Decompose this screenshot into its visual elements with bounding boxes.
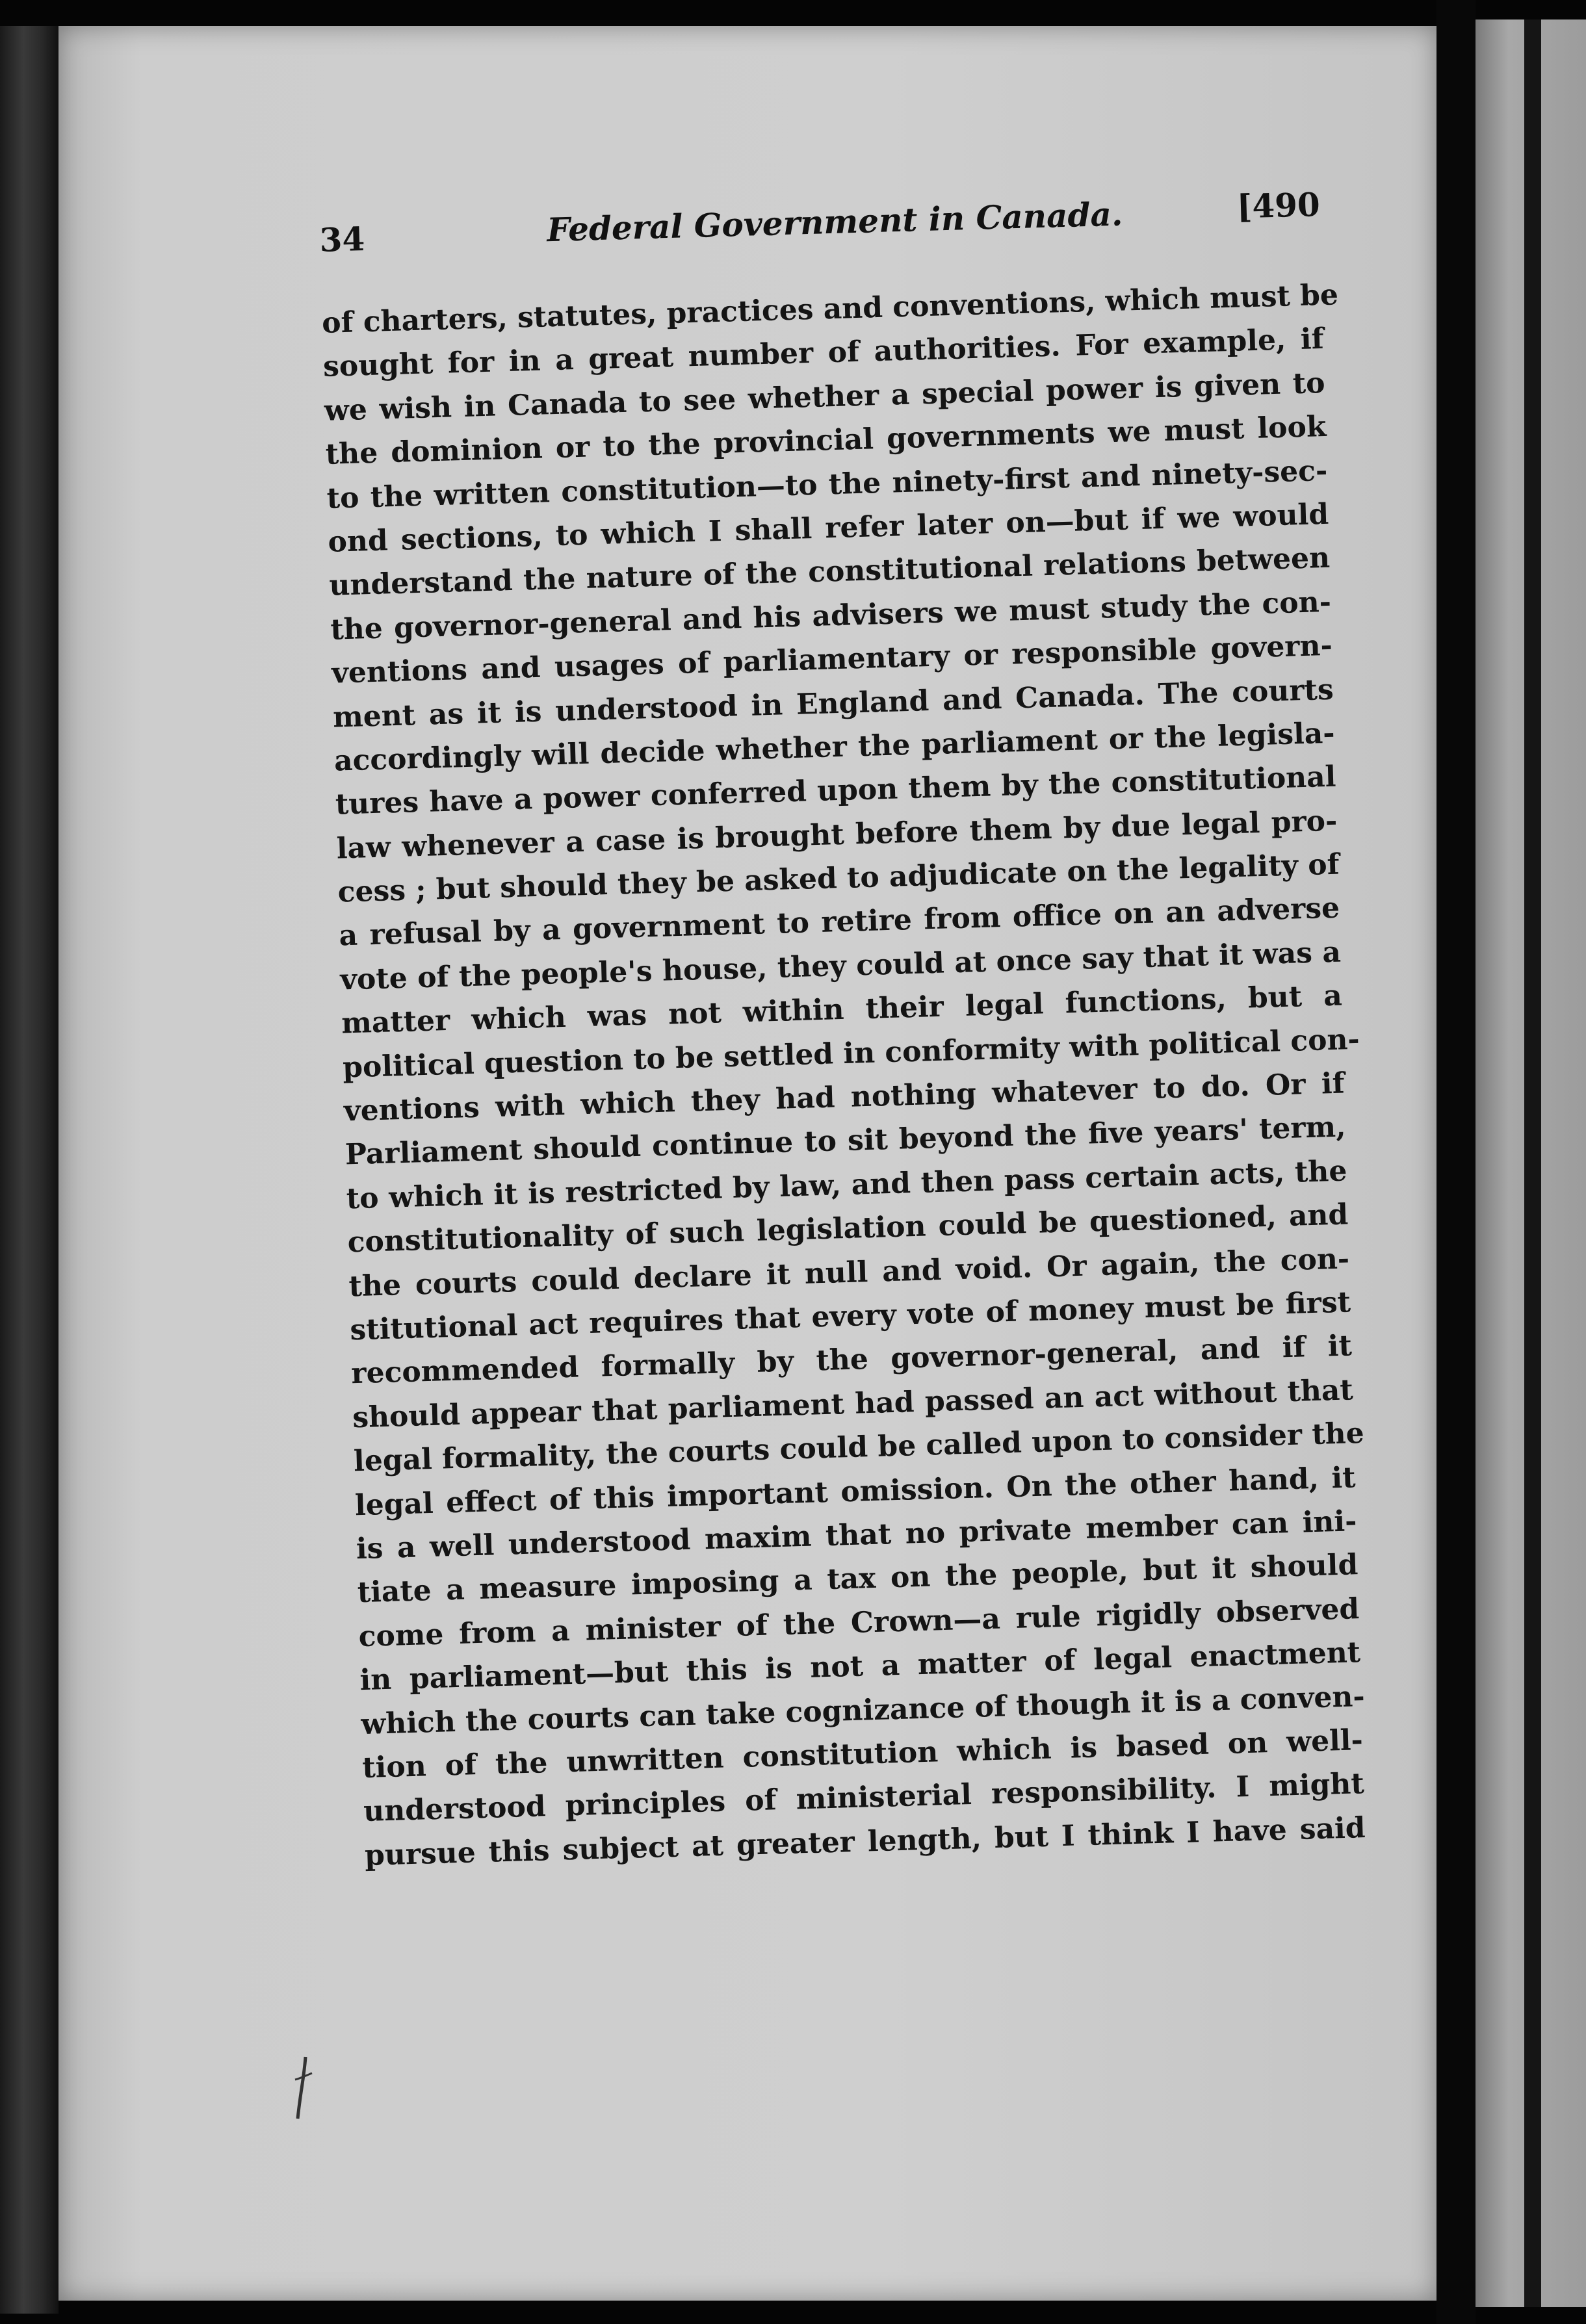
- text-line: stitutional act requires that every vote of money must be first: [349, 1285, 1351, 1347]
- text-line: legal effect of this important omission. On the other hand, it: [354, 1460, 1357, 1522]
- text-line: political question to be settled in conformity with political con-: [342, 1022, 1360, 1085]
- stray-ink-mark: [286, 2054, 325, 2125]
- text-line: a refusal by a government to retire from office on an adverse: [338, 892, 1340, 953]
- text-line: legal formality, the courts could be called upon to consider the: [353, 1416, 1365, 1478]
- folio-number: [490: [1236, 185, 1321, 226]
- text-line: to the written constitution—to the ninety-first and ninety-sec-: [326, 454, 1328, 515]
- text-line: tiate a measure imposing a tax on the people, but it should: [357, 1548, 1358, 1610]
- text-line: should appear that parliament had passed an act without that: [352, 1373, 1354, 1435]
- text-line: pursue this subject at greater length, but I think I have said: [364, 1811, 1366, 1872]
- text-line: the governor-general and his advisers we must study the con-: [330, 585, 1332, 647]
- text-line: which the courts can take cognizance of though it is a conven-: [360, 1679, 1366, 1741]
- text-line: vote of the people's house, they could at once say that it was a: [339, 935, 1342, 997]
- text-line: matter which was not within their legal functions, but a: [341, 979, 1343, 1040]
- book-binding-edge: [0, 26, 58, 2314]
- text-line: ond sections, to which I shall refer later on—but if we would: [327, 497, 1329, 559]
- text-line: constitutionality of such legislation could be questioned, and: [347, 1198, 1349, 1259]
- page-number: 34: [318, 220, 366, 259]
- text-line: we wish in Canada to see whether a special power is given to: [324, 366, 1326, 428]
- text-line: Parliament should continue to sit beyond the five years' term,: [344, 1110, 1347, 1172]
- text-line: in parliament—but this is not a matter of legal enactment: [359, 1636, 1361, 1698]
- text-line: tion of the unwritten constitution which is based on well-: [361, 1723, 1364, 1785]
- text-line: ment as it is understood in England and Canada. The courts: [332, 673, 1334, 734]
- text-line: recommended formally by the governor-general, and if it: [350, 1329, 1353, 1391]
- text-line: the dominion or to the provincial governments we must look: [325, 410, 1327, 472]
- page-gutter: [1436, 0, 1476, 2324]
- text-line: cess ; but should they be asked to adjudicate on the legality of: [337, 847, 1340, 909]
- text-line: sought for in a great number of authorities. For example, if: [322, 322, 1325, 384]
- text-line: law whenever a case is brought before them by due legal pro-: [336, 804, 1338, 866]
- text-line: of charters, statutes, practices and conventions, which must be: [321, 278, 1339, 340]
- text-line: come from a minister of the Crown—a rule rigidly observed: [358, 1592, 1360, 1653]
- text-line: understood principles of ministerial responsibility. I might: [363, 1767, 1365, 1829]
- text-line: ventions and usages of parliamentary or responsible govern-: [331, 628, 1333, 690]
- text-line: accordingly will decide whether the parliament or the legisla-: [333, 716, 1336, 778]
- text-line: understand the nature of the constitutional relations between: [328, 541, 1331, 603]
- text-line: tures have a power conferred upon them by the constitutional: [335, 760, 1337, 821]
- text-line: to which it is restricted by law, and then pass certain acts, the: [346, 1154, 1347, 1216]
- text-line: the courts could declare it null and void. Or again, the con-: [348, 1241, 1350, 1303]
- text-line: ventions with which they had nothing whatever to do. Or if: [343, 1066, 1346, 1128]
- adjacent-page-shadow: [1524, 19, 1541, 2307]
- running-title: Federal Government in Canada.: [546, 194, 1123, 250]
- body-paragraph: [321, 274, 1366, 1878]
- text-line: is a well understood maxim that no private member can ini-: [356, 1504, 1358, 1566]
- text-block: [318, 174, 1366, 1878]
